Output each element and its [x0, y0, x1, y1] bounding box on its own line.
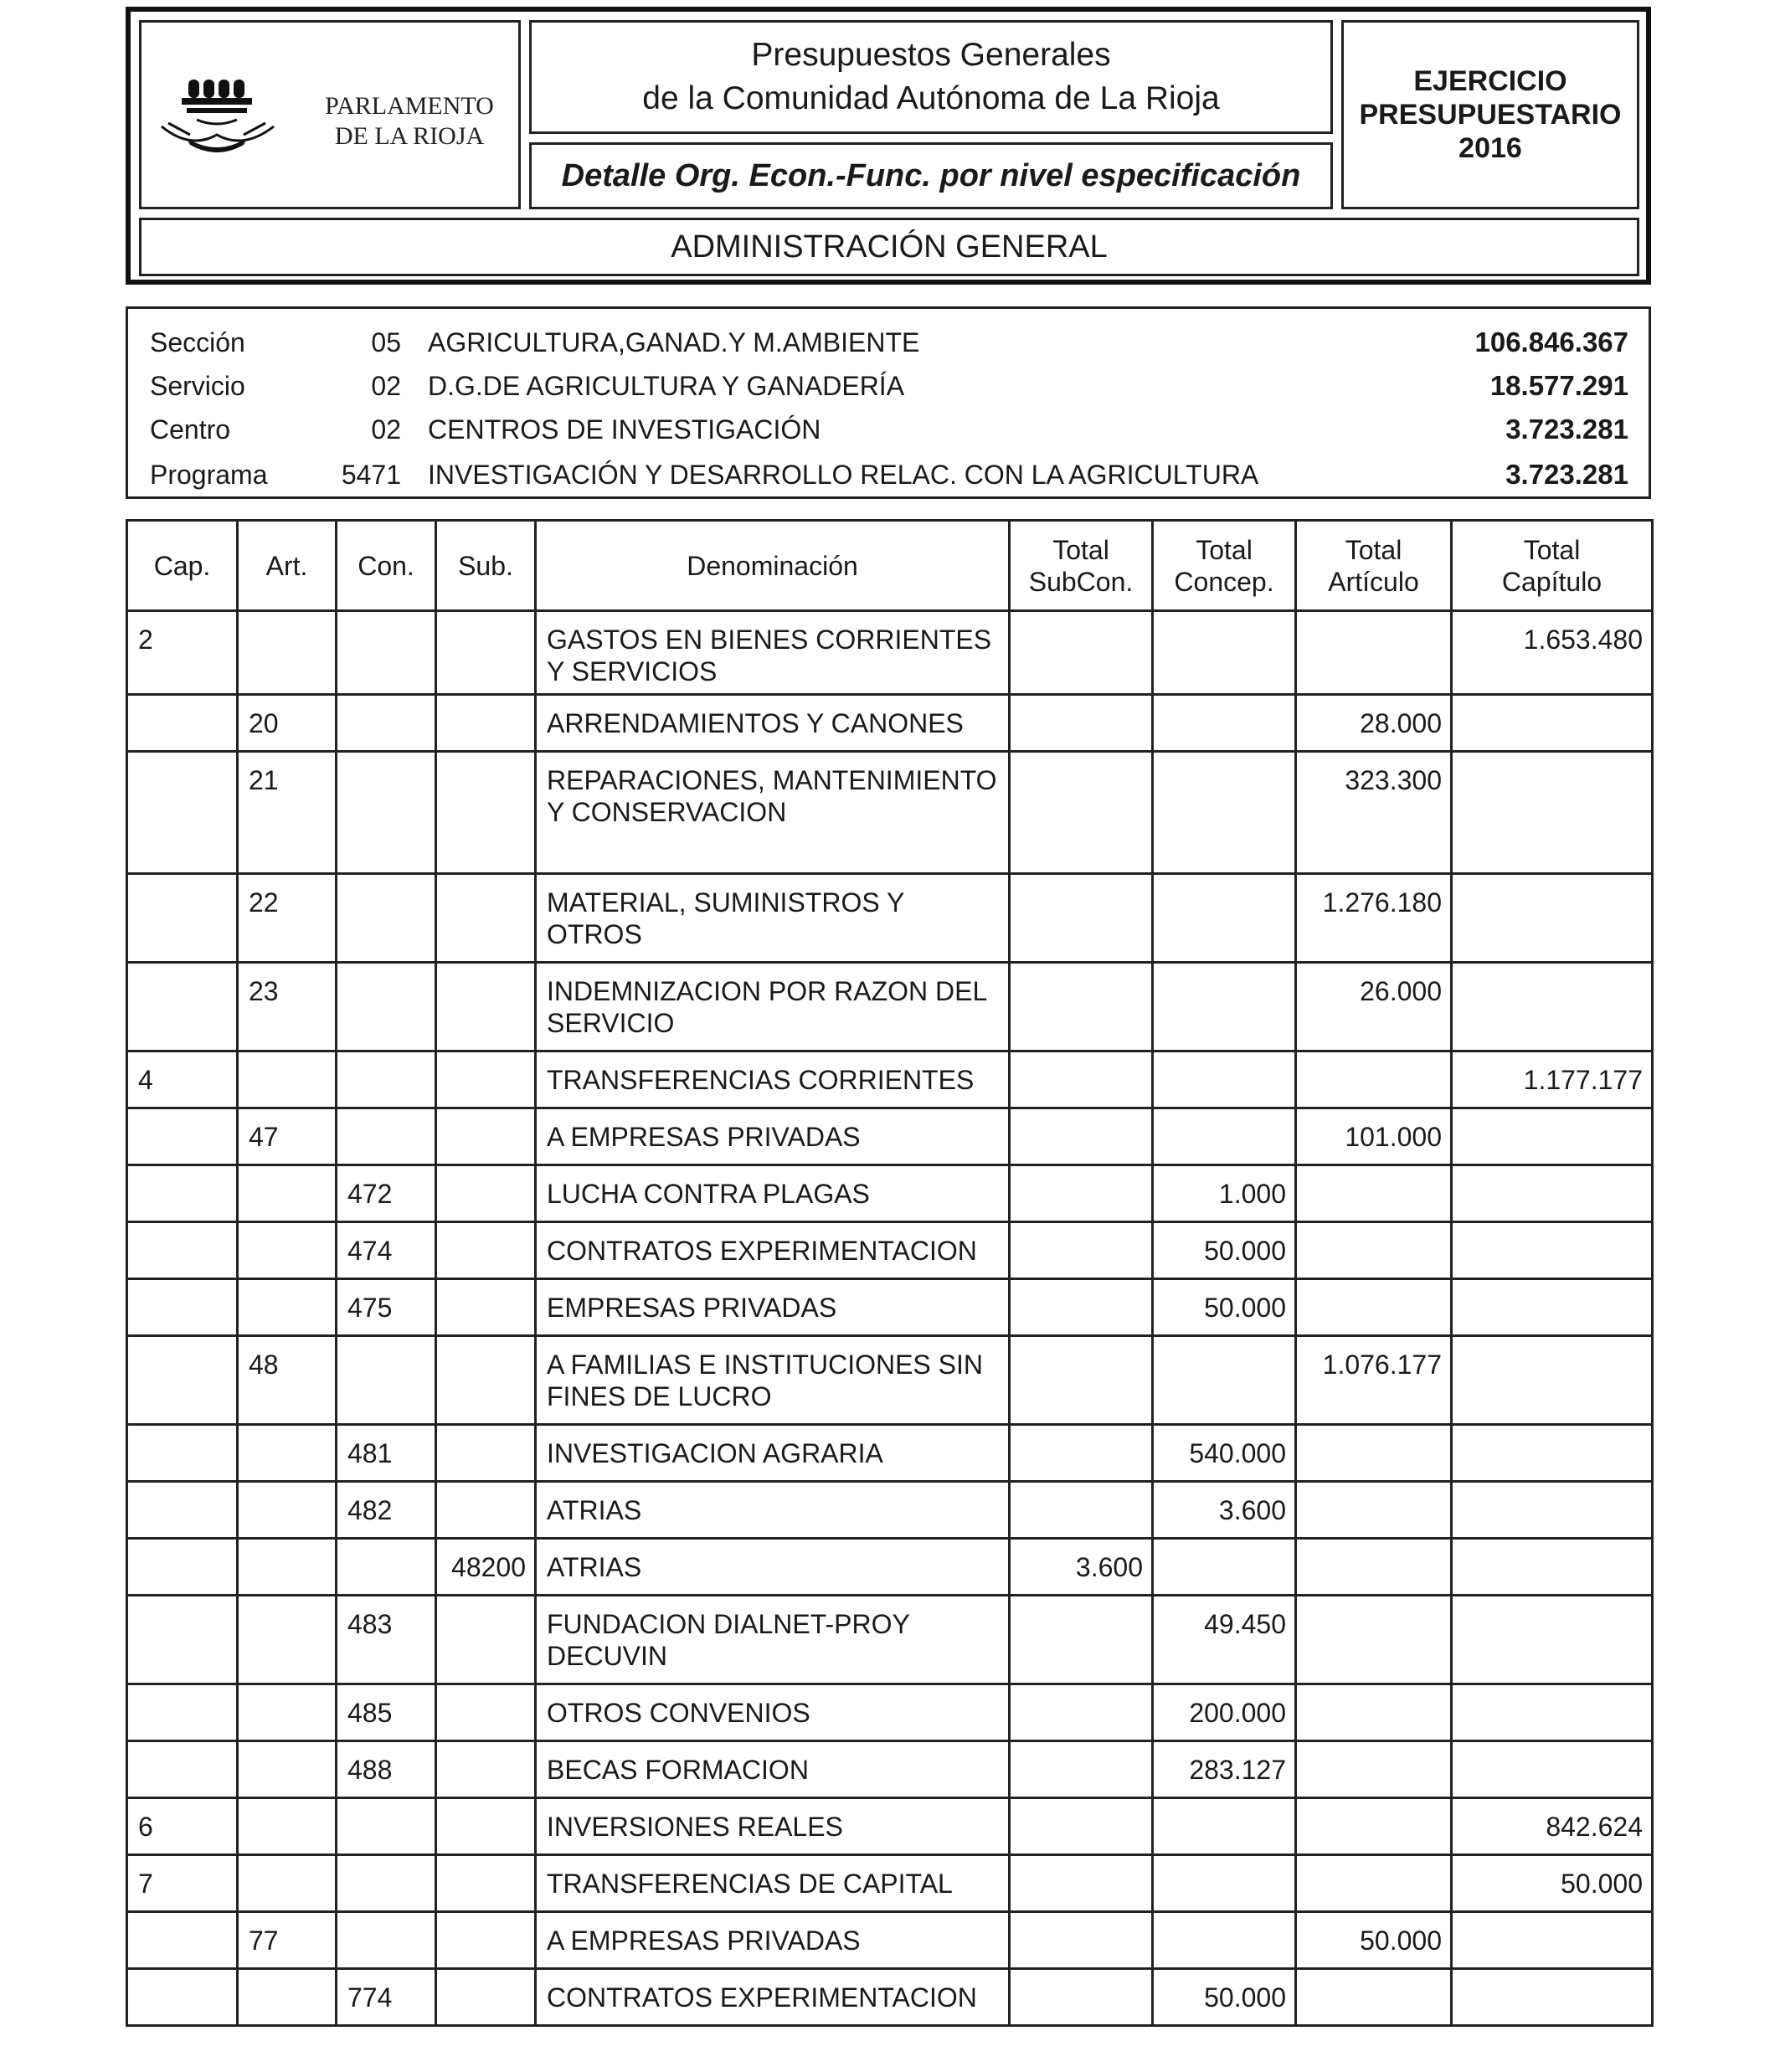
cell-total-articulo	[1296, 1969, 1452, 2026]
header-line: Total	[1052, 534, 1109, 565]
col-header-total-concep	[1153, 521, 1296, 611]
cell-cap: 7	[127, 1855, 238, 1912]
administration-label: ADMINISTRACIÓN GENERAL	[671, 229, 1108, 265]
administration-banner	[139, 218, 1639, 276]
year-line2: PRESUPUESTARIO	[1359, 99, 1622, 131]
cell-sub	[436, 1108, 536, 1165]
cell-total-capitulo	[1452, 1222, 1653, 1279]
table-row	[127, 1425, 1653, 1482]
info-code: 05	[371, 327, 401, 357]
cell-total-subcon	[1010, 1684, 1153, 1741]
cell-art	[238, 1684, 337, 1741]
header-line: Total	[1523, 534, 1581, 565]
document-header	[126, 7, 1651, 285]
cell-sub	[436, 1336, 536, 1425]
table-row	[127, 1912, 1653, 1969]
cell-denominacion: A EMPRESAS PRIVADAS	[536, 1108, 1010, 1165]
table-row	[127, 1798, 1653, 1855]
cell-total-subcon	[1010, 1482, 1153, 1539]
cell-con	[337, 1108, 436, 1165]
cell-cap	[127, 1684, 238, 1741]
cell-total-subcon	[1010, 1279, 1153, 1336]
subtitle-text: Detalle Org. Econ.-Func. por nivel especificación	[561, 157, 1301, 193]
cell-total-capitulo	[1452, 1684, 1653, 1741]
cell-denominacion: INVERSIONES REALES	[536, 1798, 1010, 1855]
cell-art	[238, 1279, 337, 1336]
year-line1: EJERCICIO	[1413, 65, 1567, 97]
cell-sub	[436, 1051, 536, 1108]
cell-art	[238, 1482, 337, 1539]
cell-art	[238, 1425, 337, 1482]
cell-total-capitulo	[1452, 1482, 1653, 1539]
info-label: Programa	[150, 460, 268, 490]
document-title	[529, 20, 1333, 134]
table-row	[127, 1855, 1653, 1912]
cell-con: 483	[337, 1596, 436, 1684]
cell-denominacion: OTROS CONVENIOS	[536, 1684, 1010, 1741]
cell-total-subcon	[1010, 1969, 1153, 2026]
header-line: Artículo	[1328, 566, 1419, 597]
cell-con	[337, 1798, 436, 1855]
cell-sub	[436, 1165, 536, 1222]
cell-cap	[127, 1222, 238, 1279]
cell-total-concep: 1.000	[1153, 1165, 1296, 1222]
cell-total-concep: 49.450	[1153, 1596, 1296, 1684]
cell-total-subcon	[1010, 611, 1153, 695]
table-row	[127, 963, 1653, 1051]
table-row	[127, 1482, 1653, 1539]
col-header-cap: Cap.	[127, 521, 238, 611]
cell-art	[238, 1798, 337, 1855]
table-row	[127, 1741, 1653, 1798]
col-header-art: Art.	[238, 521, 337, 611]
cell-denominacion: LUCHA CONTRA PLAGAS	[536, 1165, 1010, 1222]
col-header-total-capitulo	[1452, 521, 1653, 611]
cell-cap	[127, 1165, 238, 1222]
cell-con: 474	[337, 1222, 436, 1279]
cell-con	[337, 611, 436, 695]
cell-total-articulo: 50.000	[1296, 1912, 1452, 1969]
info-code: 02	[371, 414, 401, 445]
cell-con	[337, 1539, 436, 1596]
header-line: SubCon.	[1028, 566, 1134, 597]
table-row	[127, 1108, 1653, 1165]
cell-con: 475	[337, 1279, 436, 1336]
cell-total-articulo	[1296, 1684, 1452, 1741]
table-row	[127, 1222, 1653, 1279]
table-header-row	[127, 521, 1653, 611]
cell-total-subcon: 3.600	[1010, 1539, 1153, 1596]
cell-con: 472	[337, 1165, 436, 1222]
cell-con	[337, 1051, 436, 1108]
info-row-programa	[128, 453, 1649, 496]
info-description: AGRICULTURA,GANAD.Y M.AMBIENTE	[428, 327, 920, 357]
cell-total-articulo	[1296, 1539, 1452, 1596]
cell-total-concep	[1153, 1051, 1296, 1108]
cell-art	[238, 1855, 337, 1912]
cell-cap	[127, 963, 238, 1051]
header-line: Capítulo	[1501, 566, 1603, 597]
cell-sub: 48200	[436, 1539, 536, 1596]
cell-total-subcon	[1010, 874, 1153, 963]
cell-total-concep: 50.000	[1153, 1969, 1296, 2026]
cell-total-concep: 50.000	[1153, 1279, 1296, 1336]
cell-total-concep	[1153, 874, 1296, 963]
cell-total-subcon	[1010, 1596, 1153, 1684]
cell-total-capitulo	[1452, 1425, 1653, 1482]
cell-total-articulo	[1296, 1165, 1452, 1222]
cell-cap: 2	[127, 611, 238, 695]
cell-total-articulo	[1296, 1741, 1452, 1798]
cell-total-articulo	[1296, 1051, 1452, 1108]
cell-sub	[436, 1912, 536, 1969]
cell-cap	[127, 1912, 238, 1969]
cell-total-subcon	[1010, 1222, 1153, 1279]
cell-total-capitulo	[1452, 1969, 1653, 2026]
col-header-denominacion: Denominación	[536, 521, 1010, 611]
cell-art: 23	[238, 963, 337, 1051]
cell-cap	[127, 1336, 238, 1425]
cell-total-capitulo	[1452, 963, 1653, 1051]
cell-total-capitulo	[1452, 695, 1653, 752]
organization-name-line2: DE LA RIOJA	[334, 122, 485, 150]
table-body	[127, 611, 1653, 2026]
cell-denominacion: REPARACIONES, MANTENIMIENTO Y CONSERVACION	[536, 752, 1010, 874]
cell-total-capitulo	[1452, 1336, 1653, 1425]
organization-name-line1: PARLAMENTO	[325, 92, 494, 120]
cell-total-articulo	[1296, 611, 1452, 695]
organization-info-box	[126, 306, 1651, 499]
table-row	[127, 1539, 1653, 1596]
table-row	[127, 1969, 1653, 2026]
cell-denominacion: TRANSFERENCIAS CORRIENTES	[536, 1051, 1010, 1108]
cell-total-concep	[1153, 752, 1296, 874]
cell-con	[337, 874, 436, 963]
cell-con	[337, 752, 436, 874]
cell-total-articulo	[1296, 1425, 1452, 1482]
cell-con	[337, 1336, 436, 1425]
cell-art: 48	[238, 1336, 337, 1425]
cell-total-concep: 283.127	[1153, 1741, 1296, 1798]
cell-total-articulo: 323.300	[1296, 752, 1452, 874]
cell-sub	[436, 1855, 536, 1912]
cell-cap	[127, 1539, 238, 1596]
cell-total-concep	[1153, 611, 1296, 695]
cell-cap	[127, 1969, 238, 2026]
cell-total-subcon	[1010, 963, 1153, 1051]
document-subtitle	[529, 142, 1333, 209]
parliament-logo-icon	[157, 73, 299, 165]
cell-total-capitulo	[1452, 1539, 1653, 1596]
cell-sub	[436, 752, 536, 874]
cell-sub	[436, 1798, 536, 1855]
organization-name	[309, 91, 510, 152]
header-line: Total	[1196, 534, 1253, 565]
cell-con: 481	[337, 1425, 436, 1482]
cell-total-capitulo: 50.000	[1452, 1855, 1653, 1912]
cell-art	[238, 1165, 337, 1222]
cell-sub	[436, 1279, 536, 1336]
cell-total-articulo: 28.000	[1296, 695, 1452, 752]
cell-cap: 6	[127, 1798, 238, 1855]
header-line: Total	[1345, 534, 1402, 565]
table-row	[127, 695, 1653, 752]
cell-total-concep	[1153, 1912, 1296, 1969]
cell-total-articulo: 101.000	[1296, 1108, 1452, 1165]
col-header-total-subcon	[1010, 521, 1153, 611]
table-row	[127, 1051, 1653, 1108]
cell-sub	[436, 1684, 536, 1741]
cell-sub	[436, 695, 536, 752]
cell-denominacion: A FAMILIAS E INSTITUCIONES SIN FINES DE LUCRO	[536, 1336, 1010, 1425]
cell-total-subcon	[1010, 752, 1153, 874]
cell-total-articulo	[1296, 1482, 1452, 1539]
cell-total-subcon	[1010, 1336, 1153, 1425]
cell-total-capitulo	[1452, 1165, 1653, 1222]
cell-total-capitulo	[1452, 1741, 1653, 1798]
cell-total-articulo	[1296, 1222, 1452, 1279]
info-amount: 106.846.367	[1474, 326, 1628, 357]
cell-total-articulo	[1296, 1596, 1452, 1684]
cell-total-concep	[1153, 1855, 1296, 1912]
cell-total-concep	[1153, 695, 1296, 752]
cell-denominacion: GASTOS EN BIENES CORRIENTES Y SERVICIOS	[536, 611, 1010, 695]
cell-denominacion: A EMPRESAS PRIVADAS	[536, 1912, 1010, 1969]
cell-total-concep: 3.600	[1153, 1482, 1296, 1539]
cell-total-articulo	[1296, 1279, 1452, 1336]
info-label: Servicio	[150, 371, 245, 401]
cell-denominacion: TRANSFERENCIAS DE CAPITAL	[536, 1855, 1010, 1912]
info-description: CENTROS DE INVESTIGACIÓN	[428, 414, 821, 445]
cell-con: 485	[337, 1684, 436, 1741]
cell-cap	[127, 1482, 238, 1539]
cell-con: 488	[337, 1741, 436, 1798]
cell-total-articulo: 26.000	[1296, 963, 1452, 1051]
cell-total-capitulo	[1452, 752, 1653, 874]
col-header-con: Con.	[337, 521, 436, 611]
cell-total-articulo: 1.276.180	[1296, 874, 1452, 963]
table-row	[127, 1279, 1653, 1336]
cell-total-concep: 50.000	[1153, 1222, 1296, 1279]
cell-total-concep	[1153, 963, 1296, 1051]
cell-denominacion: MATERIAL, SUMINISTROS Y OTROS	[536, 874, 1010, 963]
col-header-sub: Sub.	[436, 521, 536, 611]
cell-art	[238, 1222, 337, 1279]
cell-total-articulo: 1.076.177	[1296, 1336, 1452, 1425]
cell-total-concep	[1153, 1798, 1296, 1855]
cell-total-capitulo: 1.177.177	[1452, 1051, 1653, 1108]
cell-sub	[436, 1969, 536, 2026]
info-code: 02	[371, 371, 401, 401]
cell-total-capitulo	[1452, 1108, 1653, 1165]
table-row	[127, 752, 1653, 874]
cell-art	[238, 1539, 337, 1596]
cell-cap	[127, 752, 238, 874]
cell-art: 20	[238, 695, 337, 752]
cell-cap	[127, 874, 238, 963]
cell-con	[337, 963, 436, 1051]
logo-block	[139, 20, 521, 209]
cell-sub	[436, 611, 536, 695]
cell-total-subcon	[1010, 1855, 1153, 1912]
cell-total-concep: 200.000	[1153, 1684, 1296, 1741]
cell-total-subcon	[1010, 1912, 1153, 1969]
cell-sub	[436, 1482, 536, 1539]
cell-art: 21	[238, 752, 337, 874]
info-description: INVESTIGACIÓN Y DESARROLLO RELAC. CON LA AGRICULTURA	[428, 460, 1259, 490]
cell-sub	[436, 1596, 536, 1684]
cell-total-capitulo	[1452, 874, 1653, 963]
cell-cap	[127, 695, 238, 752]
cell-total-subcon	[1010, 1741, 1153, 1798]
cell-art	[238, 1741, 337, 1798]
info-description: D.G.DE AGRICULTURA Y GANADERÍA	[428, 371, 905, 401]
cell-denominacion: ARRENDAMIENTOS Y CANONES	[536, 695, 1010, 752]
title-line2: de la Comunidad Autónoma de La Rioja	[642, 80, 1220, 116]
cell-total-articulo	[1296, 1798, 1452, 1855]
cell-con: 774	[337, 1969, 436, 2026]
cell-denominacion: BECAS FORMACION	[536, 1741, 1010, 1798]
cell-denominacion: ATRIAS	[536, 1482, 1010, 1539]
cell-total-capitulo: 1.653.480	[1452, 611, 1653, 695]
cell-sub	[436, 963, 536, 1051]
table-row	[127, 1684, 1653, 1741]
cell-total-subcon	[1010, 1165, 1153, 1222]
cell-total-capitulo	[1452, 1596, 1653, 1684]
cell-total-capitulo	[1452, 1279, 1653, 1336]
table-row	[127, 611, 1653, 695]
cell-denominacion: EMPRESAS PRIVADAS	[536, 1279, 1010, 1336]
cell-total-articulo	[1296, 1855, 1452, 1912]
info-amount: 3.723.281	[1505, 459, 1628, 490]
header-line: Concep.	[1174, 566, 1274, 597]
cell-denominacion: ATRIAS	[536, 1539, 1010, 1596]
cell-total-capitulo	[1452, 1912, 1653, 1969]
cell-denominacion: CONTRATOS EXPERIMENTACION	[536, 1222, 1010, 1279]
cell-cap	[127, 1108, 238, 1165]
table-row	[127, 874, 1653, 963]
cell-total-concep	[1153, 1539, 1296, 1596]
cell-total-concep	[1153, 1336, 1296, 1425]
cell-total-subcon	[1010, 695, 1153, 752]
cell-total-subcon	[1010, 1425, 1153, 1482]
cell-sub	[436, 874, 536, 963]
cell-con	[337, 695, 436, 752]
cell-cap	[127, 1279, 238, 1336]
cell-total-concep: 540.000	[1153, 1425, 1296, 1482]
cell-denominacion: INVESTIGACION AGRARIA	[536, 1425, 1010, 1482]
cell-art	[238, 1969, 337, 2026]
cell-total-subcon	[1010, 1051, 1153, 1108]
col-header-total-articulo	[1296, 521, 1452, 611]
cell-art: 47	[238, 1108, 337, 1165]
cell-sub	[436, 1425, 536, 1482]
info-code: 5471	[341, 460, 401, 490]
info-amount: 3.723.281	[1505, 414, 1628, 445]
cell-total-subcon	[1010, 1108, 1153, 1165]
table-row	[127, 1165, 1653, 1222]
cell-cap	[127, 1741, 238, 1798]
cell-art	[238, 611, 337, 695]
cell-art: 77	[238, 1912, 337, 1969]
cell-cap	[127, 1425, 238, 1482]
cell-art: 22	[238, 874, 337, 963]
cell-total-concep	[1153, 1108, 1296, 1165]
table-row	[127, 1596, 1653, 1684]
info-row-servicio	[128, 364, 1649, 408]
cell-con: 482	[337, 1482, 436, 1539]
budget-detail-table	[126, 519, 1654, 2027]
fiscal-year-block	[1341, 20, 1639, 209]
table-row	[127, 1336, 1653, 1425]
info-label: Sección	[150, 327, 245, 357]
info-label: Centro	[150, 414, 231, 445]
info-row-centro	[128, 408, 1649, 451]
cell-con	[337, 1912, 436, 1969]
info-amount: 18.577.291	[1489, 370, 1628, 401]
cell-cap	[127, 1596, 238, 1684]
cell-sub	[436, 1222, 536, 1279]
cell-denominacion: FUNDACION DIALNET-PROY DECUVIN	[536, 1596, 1010, 1684]
cell-total-subcon	[1010, 1798, 1153, 1855]
cell-cap: 4	[127, 1051, 238, 1108]
cell-con	[337, 1855, 436, 1912]
cell-total-capitulo: 842.624	[1452, 1798, 1653, 1855]
info-row-seccion	[128, 321, 1649, 364]
year-value: 2016	[1458, 132, 1522, 164]
cell-denominacion: INDEMNIZACION POR RAZON DEL SERVICIO	[536, 963, 1010, 1051]
cell-art	[238, 1051, 337, 1108]
title-line1: Presupuestos Generales	[751, 37, 1111, 73]
cell-art	[238, 1596, 337, 1684]
cell-sub	[436, 1741, 536, 1798]
cell-denominacion: CONTRATOS EXPERIMENTACION	[536, 1969, 1010, 2026]
